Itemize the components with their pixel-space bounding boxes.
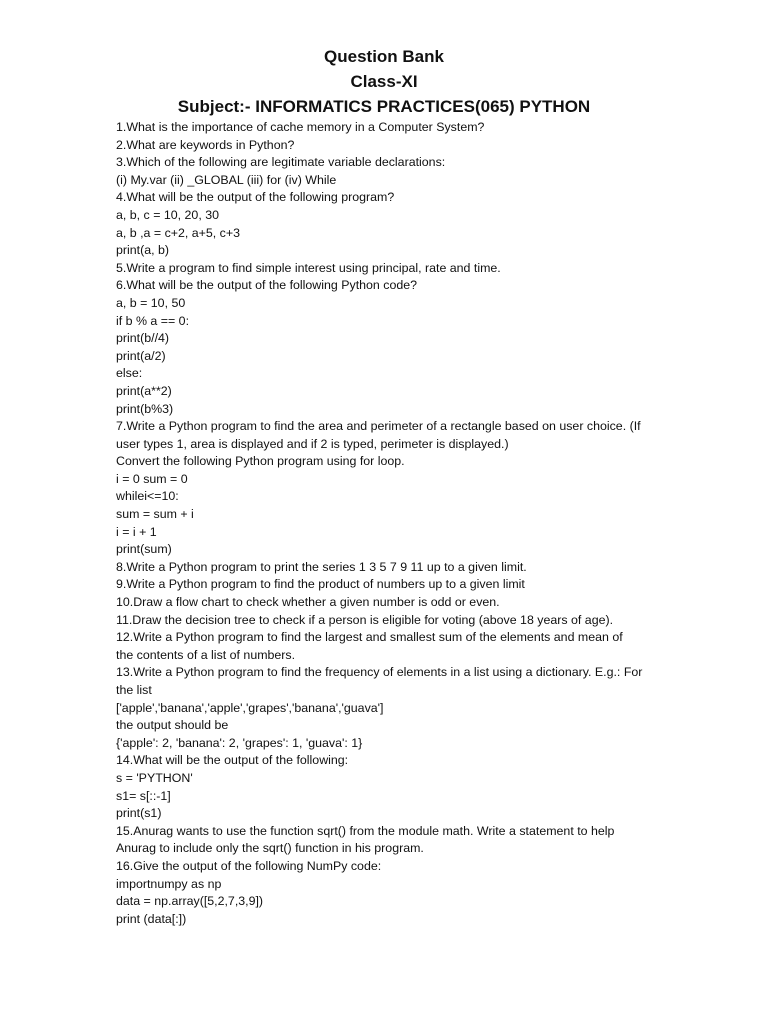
text-line: 9.Write a Python program to find the product of numbers up to a given limit bbox=[116, 577, 525, 592]
text-line: 4.What will be the output of the following program? bbox=[116, 190, 395, 205]
code-line: a, b, c = 10, 20, 30 bbox=[116, 207, 219, 222]
text-line: Anurag to include only the sqrt() function in his program. bbox=[116, 841, 424, 856]
code-line: a, b = 10, 50 bbox=[116, 295, 186, 310]
text-line: 12.Write a Python program to find the largest and smallest sum of the elements and mean of bbox=[116, 630, 623, 645]
subject-heading: Subject:- INFORMATICS PRACTICES(065) PYTHON bbox=[177, 97, 591, 116]
text-line: 2.What are keywords in Python? bbox=[116, 137, 295, 152]
code-line: i = i + 1 bbox=[116, 524, 157, 539]
code-line: print(b//4) bbox=[116, 331, 170, 346]
text-line: the list bbox=[116, 683, 152, 697]
text-line: the contents of a list of numbers. bbox=[116, 647, 296, 662]
text-line: 14.What will be the output of the following: bbox=[116, 753, 349, 768]
code-line: print(a, b) bbox=[116, 243, 170, 258]
class-heading: Class-XI bbox=[350, 72, 418, 91]
code-line: {'apple': 2, 'banana': 2, 'grapes': 1, 'guava': 1} bbox=[116, 735, 363, 750]
code-line: else: bbox=[116, 366, 143, 381]
text-line: Convert the following Python program using for loop. bbox=[116, 454, 405, 469]
code-line: print (data[:]) bbox=[116, 911, 187, 926]
code-line: print(a**2) bbox=[116, 383, 172, 398]
text-line: 10.Draw a flow chart to check whether a given number is odd or even. bbox=[116, 595, 500, 610]
text-line: 1.What is the importance of cache memory in a Computer System? bbox=[116, 120, 485, 134]
text-line: 5.Write a program to find simple interest using principal, rate and time. bbox=[116, 260, 501, 275]
code-line: s = 'PYTHON' bbox=[116, 770, 193, 785]
code-line: ['apple','banana','apple','grapes','banana','guava'] bbox=[116, 700, 384, 715]
document-title: Question Bank bbox=[324, 47, 444, 66]
code-line: print(b%3) bbox=[116, 401, 174, 416]
code-line: i = 0 sum = 0 bbox=[116, 471, 188, 486]
text-line: (i) My.var (ii) _GLOBAL (iii) for (iv) While bbox=[116, 172, 337, 187]
document-header bbox=[0, 44, 768, 119]
text-line: 6.What will be the output of the following Python code? bbox=[116, 278, 418, 293]
code-line: sum = sum + i bbox=[116, 507, 194, 522]
code-line: whilei<=10: bbox=[116, 489, 179, 504]
code-line: print(s1) bbox=[116, 806, 162, 821]
text-line: 3.Which of the following are legitimate variable declarations: bbox=[116, 155, 446, 170]
text-line: 13.Write a Python program to find the frequency of elements in a list using a dictionary. E.g.: For bbox=[116, 665, 643, 680]
code-line: if b % a == 0: bbox=[116, 313, 190, 328]
text-line: 11.Draw the decision tree to check if a person is eligible for voting (above 18 years of age). bbox=[116, 612, 614, 627]
text-line: 7.Write a Python program to find the area and perimeter of a rectangle based on user choice. (If bbox=[116, 419, 641, 434]
text-line: the output should be bbox=[116, 718, 229, 733]
code-line: importnumpy as np bbox=[116, 876, 222, 891]
code-line: data = np.array([5,2,7,3,9]) bbox=[116, 894, 264, 909]
code-line: print(a/2) bbox=[116, 348, 166, 363]
text-line: user types 1, area is displayed and if 2 is typed, perimeter is displayed.) bbox=[116, 436, 509, 451]
text-line: 16.Give the output of the following NumPy code: bbox=[116, 858, 382, 873]
text-line: 15.Anurag wants to use the function sqrt() from the module math. Write a statement to help bbox=[116, 823, 615, 838]
code-line: print(sum) bbox=[116, 542, 172, 557]
code-line: s1= s[::-1] bbox=[116, 788, 171, 803]
code-line: a, b ,a = c+2, a+5, c+3 bbox=[116, 225, 240, 240]
question-list bbox=[116, 119, 716, 928]
text-line: 8.Write a Python program to print the series 1 3 5 7 9 11 up to a given limit. bbox=[116, 559, 527, 574]
